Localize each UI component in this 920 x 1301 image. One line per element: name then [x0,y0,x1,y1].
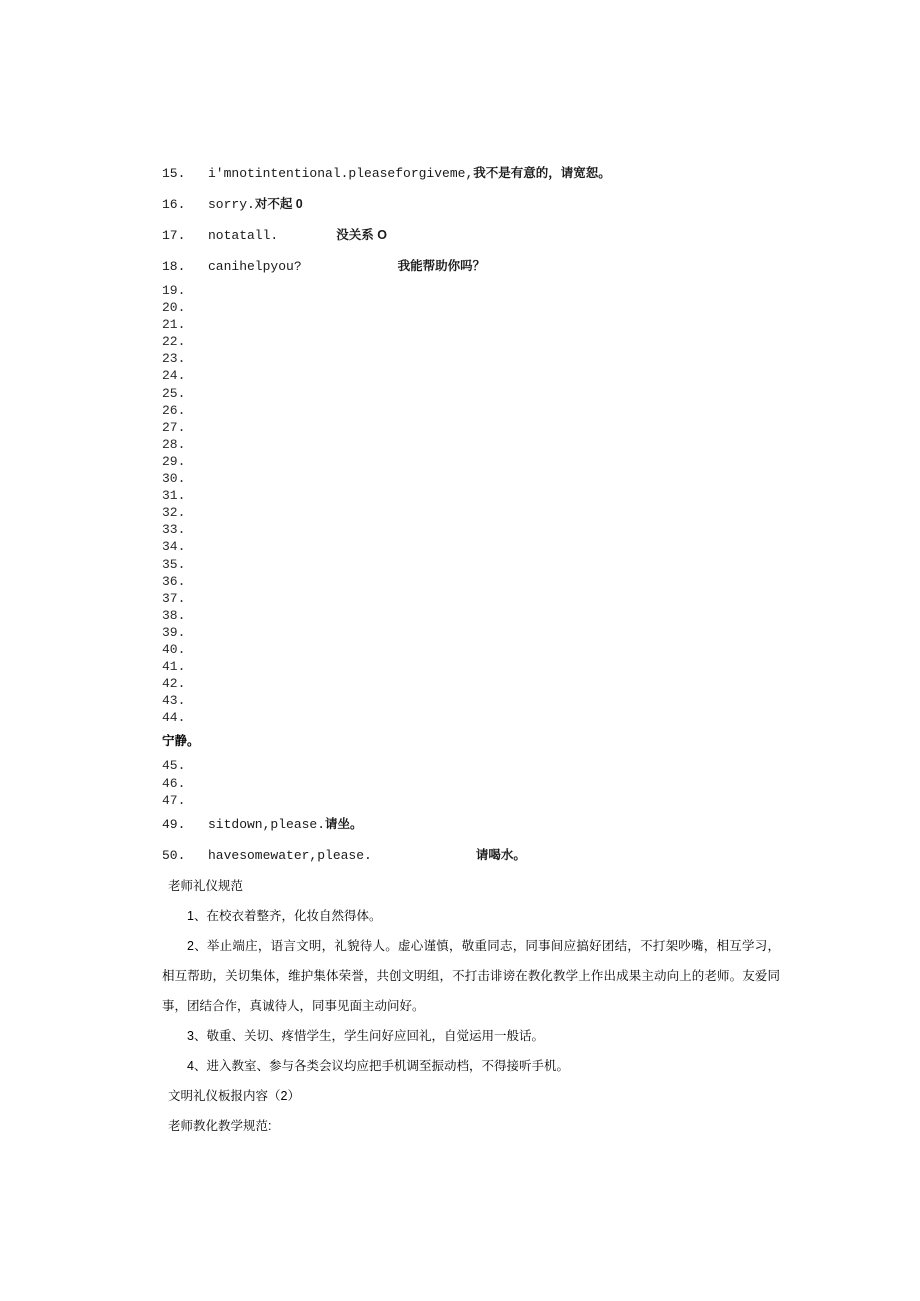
empty-numbered-line: 19. [162,283,186,298]
top-margin-spacer [0,0,920,158]
phrase-english: havesomewater,please. [208,847,372,863]
phrase-line [162,220,780,251]
empty-numbered-line: 43. [162,693,186,709]
phrase-chinese: 我能帮助你吗？ [397,259,486,273]
empty-numbered-line: 28. [162,436,186,452]
phrase-number: 15. [162,166,186,181]
phrase-list-bottom [162,809,780,871]
phrase-chinese: 没关系 O [336,228,387,242]
phrase-chinese: 我不是有意的，请宽恕。 [473,166,611,180]
empty-numbered-line: 26. [162,402,186,418]
phrase-line [162,840,780,871]
footer-subheading: 老师教化教学规范: [168,1118,272,1133]
empty-numbered-line: 41. [162,659,186,675]
phrase-number: 16. [162,197,186,212]
phrase-english: sitdown,please. [208,816,326,832]
empty-number-list-first [162,282,780,726]
section-heading: 老师礼仪规范 [168,878,244,893]
empty-numbered-line: 40. [162,641,186,657]
standalone-chinese-line: 宁静。 [162,734,200,749]
empty-numbered-line: 27. [162,419,186,435]
rule-item: 4、进入教室、参与各类会议均应把手机调至振动档，不得接听手机。 [187,1058,569,1073]
empty-numbered-line: 29. [162,453,186,469]
phrase-number: 18. [162,259,186,274]
phrase-line [162,251,780,282]
phrase-list-top [162,158,780,282]
empty-numbered-line: 24. [162,368,186,384]
empty-number-list-second [162,757,780,808]
empty-numbered-line: 35. [162,556,186,572]
phrase-chinese: 对不起 0 [254,197,303,211]
phrase-english: canihelpyou? [208,259,302,274]
empty-numbered-line: 23. [162,351,186,367]
phrase-number: 50. [162,847,186,863]
phrase-number: 17. [162,228,186,243]
empty-numbered-line: 42. [162,676,186,692]
empty-numbered-line: 44. [162,710,186,726]
empty-numbered-line: 20. [162,300,186,316]
empty-numbered-line: 36. [162,573,186,589]
empty-numbered-line: 31. [162,488,186,504]
document-body [0,158,920,1141]
phrase-chinese: 请坐。 [325,816,363,831]
phrase-line [162,809,780,840]
phrase-line [162,189,780,220]
empty-numbered-line: 33. [162,522,186,538]
phrase-english: notatall. [208,228,279,243]
empty-numbered-line: 34. [162,539,186,555]
empty-numbered-line: 37. [162,590,186,606]
empty-numbered-line: 45. [162,758,186,774]
empty-numbered-line: 38. [162,607,186,623]
phrase-number: 49. [162,816,186,832]
footer-heading: 文明礼仪板报内容（2） [168,1088,300,1103]
rule-item: 3、敬重、关切、疼惜学生，学生问好应回礼，自觉运用一般话。 [187,1028,544,1043]
phrase-chinese: 请喝水。 [475,847,526,862]
empty-numbered-line: 22. [162,334,186,350]
phrase-english: sorry. [208,197,255,212]
phrase-english: i'mnotintentional.pleaseforgiveme, [208,166,474,181]
rule-item: 2、举止端庄，语言文明，礼貌待人。虚心谨慎，敬重同志，同事间应搞好团结，不打架吵嘴，相互学习，相互帮助，关切集体，维护集体荣誉，共创文明组，不打击诽谤在教化教学上作出成果主动向上的老师。友爱同事，团结合作，真诚待人，同事见面主动问好。 [162,938,780,1013]
empty-numbered-line: 39. [162,624,186,640]
empty-numbered-line: 25. [162,385,186,401]
empty-numbered-line: 47. [162,792,186,808]
empty-numbered-line: 32. [162,505,186,521]
rule-item: 1、在校衣着整齐，化妆自然得体。 [187,908,382,923]
empty-numbered-line: 21. [162,317,186,333]
empty-numbered-line: 30. [162,471,186,487]
empty-numbered-line: 46. [162,775,186,791]
phrase-line [162,158,780,189]
